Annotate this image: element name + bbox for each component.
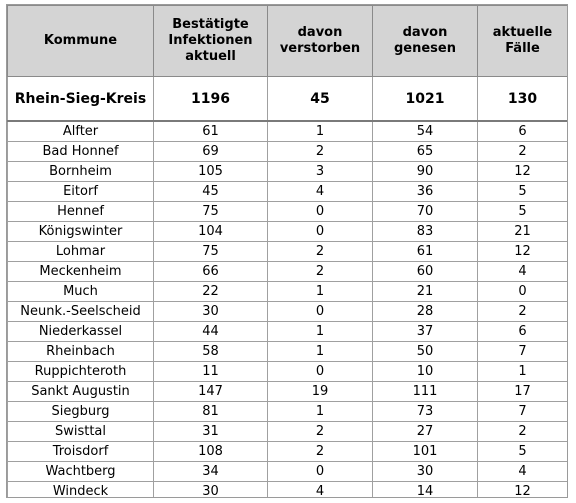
cell-genesen: 90 — [373, 162, 478, 182]
cell-genesen: 73 — [373, 402, 478, 422]
cell-genesen: 65 — [373, 142, 478, 162]
cell-infektionen: 30 — [154, 302, 268, 322]
cell-verstorben: 0 — [268, 302, 373, 322]
cell-verstorben: 2 — [268, 262, 373, 282]
cell-kommune: Troisdorf — [8, 442, 154, 462]
cell-aktuelle: 2 — [478, 302, 568, 322]
cell-aktuelle: 5 — [478, 182, 568, 202]
cell-verstorben: 1 — [268, 402, 373, 422]
cell-aktuelle: 7 — [478, 402, 568, 422]
cell-kommune: Lohmar — [8, 242, 154, 262]
cell-genesen: 61 — [373, 242, 478, 262]
cell-infektionen: 81 — [154, 402, 268, 422]
cell-kommune: Rheinbach — [8, 342, 154, 362]
cell-genesen: 30 — [373, 462, 478, 482]
cell-kommune: Bornheim — [8, 162, 154, 182]
table-row — [8, 242, 568, 262]
cell-genesen: 28 — [373, 302, 478, 322]
cell-aktuelle: 6 — [478, 322, 568, 342]
cell-aktuelle: 2 — [478, 422, 568, 442]
cell-genesen: 27 — [373, 422, 478, 442]
cell-kommune: Windeck — [8, 482, 154, 499]
cell-genesen: 14 — [373, 482, 478, 499]
cell-verstorben: 1 — [268, 342, 373, 362]
cell-aktuelle: 6 — [478, 121, 568, 142]
cell-aktuelle: 21 — [478, 222, 568, 242]
cell-infektionen: 108 — [154, 442, 268, 462]
summary-kommune: Rhein-Sieg-Kreis — [8, 77, 154, 122]
cell-genesen: 37 — [373, 322, 478, 342]
cell-infektionen: 61 — [154, 121, 268, 142]
cell-infektionen: 34 — [154, 462, 268, 482]
header-davon-verstorben: davon verstorben — [268, 6, 373, 77]
cell-verstorben: 0 — [268, 202, 373, 222]
cell-aktuelle: 1 — [478, 362, 568, 382]
cell-genesen: 21 — [373, 282, 478, 302]
cell-kommune: Neunk.-Seelscheid — [8, 302, 154, 322]
summary-genesen: 1021 — [373, 77, 478, 122]
cell-verstorben: 0 — [268, 222, 373, 242]
header-row — [8, 6, 568, 77]
header-bestaetigte-infektionen: Bestätigte Infektionen aktuell — [154, 6, 268, 77]
cell-kommune: Wachtberg — [8, 462, 154, 482]
header-aktuelle-faelle: aktuelle Fälle — [478, 6, 568, 77]
table-row — [8, 121, 568, 142]
cell-kommune: Bad Honnef — [8, 142, 154, 162]
cell-genesen: 50 — [373, 342, 478, 362]
cell-infektionen: 75 — [154, 242, 268, 262]
table-row — [8, 262, 568, 282]
table-row — [8, 482, 568, 499]
cell-aktuelle: 17 — [478, 382, 568, 402]
cell-kommune: Ruppichteroth — [8, 362, 154, 382]
cell-infektionen: 69 — [154, 142, 268, 162]
cell-kommune: Königswinter — [8, 222, 154, 242]
cell-verstorben: 1 — [268, 322, 373, 342]
cell-genesen: 36 — [373, 182, 478, 202]
table-row — [8, 442, 568, 462]
cell-genesen: 70 — [373, 202, 478, 222]
table-row — [8, 342, 568, 362]
cell-infektionen: 104 — [154, 222, 268, 242]
summary-infektionen: 1196 — [154, 77, 268, 122]
table-row — [8, 142, 568, 162]
summary-verstorben: 45 — [268, 77, 373, 122]
cell-infektionen: 75 — [154, 202, 268, 222]
summary-aktuelle: 130 — [478, 77, 568, 122]
summary-row — [8, 77, 568, 122]
cell-infektionen: 31 — [154, 422, 268, 442]
table-row — [8, 282, 568, 302]
cell-aktuelle: 5 — [478, 442, 568, 462]
cell-infektionen: 11 — [154, 362, 268, 382]
cell-verstorben: 1 — [268, 282, 373, 302]
cell-infektionen: 105 — [154, 162, 268, 182]
cell-genesen: 83 — [373, 222, 478, 242]
table-row — [8, 402, 568, 422]
table-row — [8, 202, 568, 222]
cell-kommune: Swisttal — [8, 422, 154, 442]
cell-aktuelle: 5 — [478, 202, 568, 222]
cell-verstorben: 4 — [268, 182, 373, 202]
cell-verstorben: 19 — [268, 382, 373, 402]
cell-verstorben: 1 — [268, 121, 373, 142]
cell-verstorben: 0 — [268, 462, 373, 482]
cell-kommune: Niederkassel — [8, 322, 154, 342]
cell-kommune: Sankt Augustin — [8, 382, 154, 402]
cell-verstorben: 2 — [268, 242, 373, 262]
cell-kommune: Hennef — [8, 202, 154, 222]
cell-kommune: Alfter — [8, 121, 154, 142]
cell-aktuelle: 12 — [478, 482, 568, 499]
cell-infektionen: 66 — [154, 262, 268, 282]
cell-kommune: Eitorf — [8, 182, 154, 202]
cell-kommune: Siegburg — [8, 402, 154, 422]
table-row — [8, 422, 568, 442]
cell-genesen: 10 — [373, 362, 478, 382]
table-row — [8, 462, 568, 482]
infection-table — [7, 5, 568, 498]
cell-verstorben: 2 — [268, 142, 373, 162]
cell-genesen: 101 — [373, 442, 478, 462]
cell-verstorben: 4 — [268, 482, 373, 499]
cell-aktuelle: 12 — [478, 162, 568, 182]
cell-infektionen: 147 — [154, 382, 268, 402]
table-row — [8, 162, 568, 182]
cell-genesen: 111 — [373, 382, 478, 402]
cell-aktuelle: 2 — [478, 142, 568, 162]
table-row — [8, 362, 568, 382]
cell-kommune: Meckenheim — [8, 262, 154, 282]
cell-verstorben: 2 — [268, 422, 373, 442]
cell-infektionen: 45 — [154, 182, 268, 202]
table-row — [8, 322, 568, 342]
header-kommune: Kommune — [8, 6, 154, 77]
cell-infektionen: 22 — [154, 282, 268, 302]
cell-infektionen: 58 — [154, 342, 268, 362]
table-row — [8, 182, 568, 202]
cell-aktuelle: 7 — [478, 342, 568, 362]
cell-genesen: 60 — [373, 262, 478, 282]
cell-verstorben: 2 — [268, 442, 373, 462]
cell-infektionen: 44 — [154, 322, 268, 342]
cell-kommune: Much — [8, 282, 154, 302]
cell-aktuelle: 4 — [478, 462, 568, 482]
cell-verstorben: 0 — [268, 362, 373, 382]
table-frame — [6, 4, 568, 498]
header-davon-genesen: davon genesen — [373, 6, 478, 77]
cell-genesen: 54 — [373, 121, 478, 142]
cell-aktuelle: 4 — [478, 262, 568, 282]
cell-aktuelle: 0 — [478, 282, 568, 302]
cell-infektionen: 30 — [154, 482, 268, 499]
cell-aktuelle: 12 — [478, 242, 568, 262]
table-row — [8, 382, 568, 402]
cell-verstorben: 3 — [268, 162, 373, 182]
table-row — [8, 302, 568, 322]
table-row — [8, 222, 568, 242]
